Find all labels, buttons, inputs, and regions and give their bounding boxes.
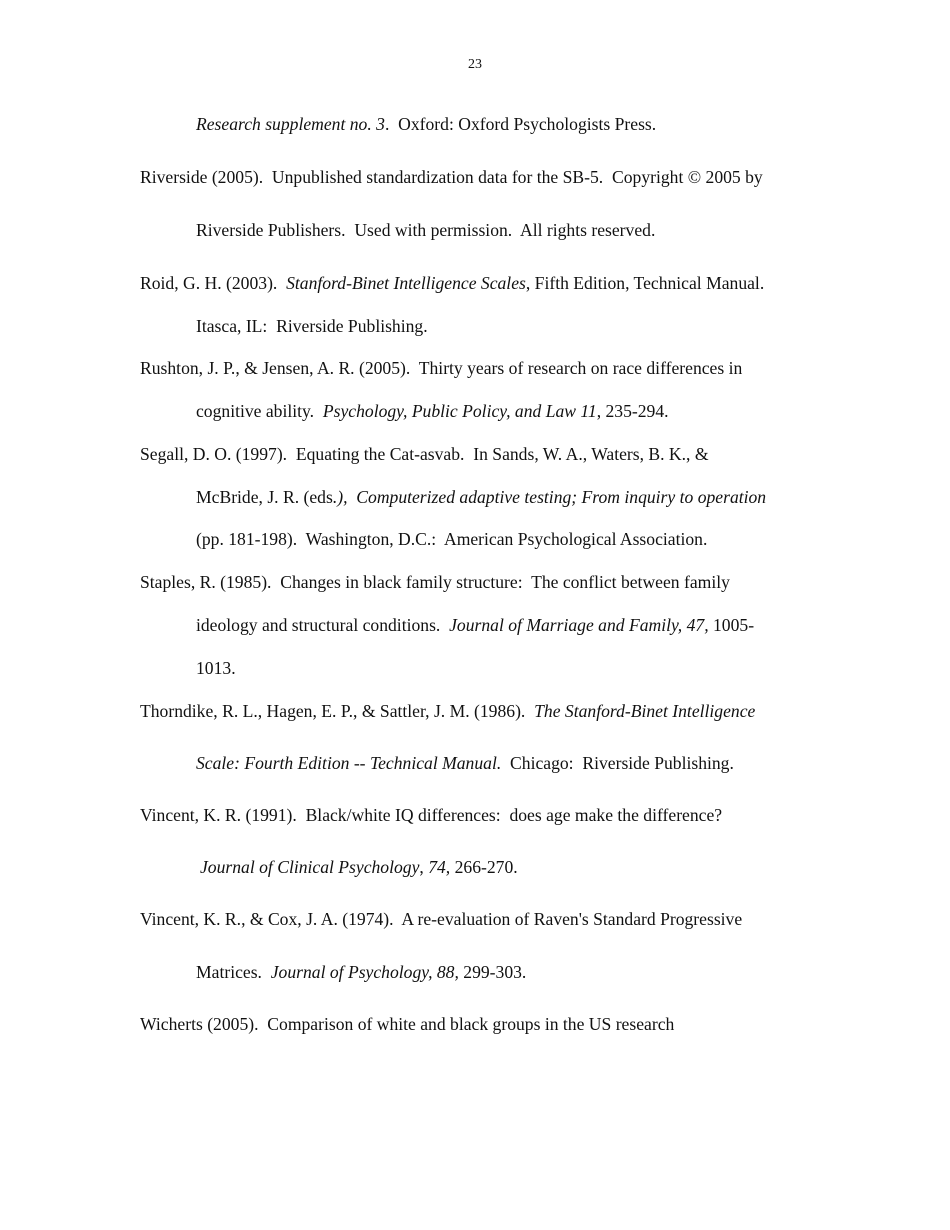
text-segment: Segall, D. O. (1997). Equating the Cat-asvab. In Sands, W. A., Waters, B. K., & [140,444,709,464]
reference-line [196,315,428,337]
reference-line [196,219,655,241]
text-segment: . Oxford: Oxford Psychologists Press. [384,114,657,134]
italic-text-segment: .), Computerized adaptive testing; From inquiry to operation [332,487,767,507]
text-segment: Rushton, J. P., & Jensen, A. R. (2005). Thirty years of research on race differences in [140,358,743,378]
text-segment: Thorndike, R. L., Hagen, E. P., & Sattler, J. M. (1986). [140,701,535,721]
text-segment: Chicago: Riverside Publishing. [501,753,734,773]
italic-text-segment: Journal of Clinical Psychology [200,857,420,877]
reference-line [140,357,742,379]
italic-text-segment: 74, [428,857,451,877]
reference-line [140,804,722,826]
text-segment: cognitive ability. [196,401,323,421]
italic-text-segment: Stanford-Binet Intelligence Scales [286,273,526,293]
text-segment: Riverside Publishers. Used with permission. All rights reserved. [196,220,656,240]
italic-text-segment: Journal of Psychology, 88, [270,962,459,982]
text-segment: 266-270. [450,857,518,877]
reference-line [196,400,669,422]
text-segment: Matrices. [196,962,271,982]
italic-text-segment: Research supplement no. 3 [196,114,385,134]
text-segment: 1005- [708,615,755,635]
reference-line [196,614,754,636]
text-segment: Wicherts (2005). Comparison of white and black groups in the US research [140,1014,675,1034]
italic-text-segment: The Stanford-Binet Intelligence [534,701,756,721]
reference-line [140,700,755,722]
reference-line [200,856,518,878]
text-segment: , 235-294. [596,401,669,421]
text-segment: Roid, G. H. (2003). [140,273,287,293]
text-segment: 299-303. [458,962,527,982]
reference-line [140,443,709,465]
text-segment: Vincent, K. R. (1991). Black/white IQ differences: does age make the difference? [140,805,723,825]
page-number: 23 [468,57,482,72]
text-segment: , [419,857,429,877]
reference-line [140,1013,674,1035]
text-segment: Riverside (2005). Unpublished standardization data for the SB-5. Copyright © 2005 by [140,167,763,187]
italic-text-segment: Scale: Fourth Edition -- Technical Manual. [196,753,502,773]
text-segment: ideology and structural conditions. [196,615,450,635]
reference-line [196,113,656,135]
text-segment: (pp. 181-198). Washington, D.C.: American Psychological Association. [196,529,708,549]
text-segment: 1013. [196,658,236,678]
reference-line [140,571,730,593]
reference-line [140,272,764,294]
reference-line [196,528,707,550]
text-segment: Staples, R. (1985). Changes in black family structure: The conflict between family [140,572,730,592]
text-segment: McBride, J. R. (eds [196,487,333,507]
text-segment: , Fifth Edition, Technical Manual. [525,273,765,293]
italic-text-segment: Psychology, Public Policy, and Law 11 [322,401,597,421]
italic-text-segment: Journal of Marriage and Family, 47, [449,615,709,635]
text-segment: Vincent, K. R., & Cox, J. A. (1974). A re-evaluation of Raven's Standard Progressive [140,909,743,929]
reference-line [196,657,236,679]
text-segment: Itasca, IL: Riverside Publishing. [196,316,428,336]
reference-line [196,486,766,508]
reference-line [140,166,763,188]
reference-line [196,961,526,983]
reference-line [196,752,734,774]
reference-line [140,908,742,930]
